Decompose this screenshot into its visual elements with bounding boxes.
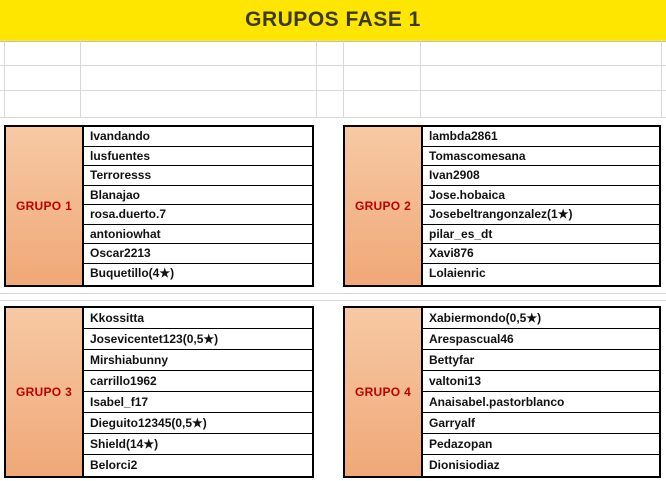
list-item[interactable]: Josebeltrangonzalez(1★) — [423, 205, 659, 225]
page-title-banner — [0, 0, 666, 42]
row-separator — [0, 300, 666, 301]
list-item[interactable]: Xabiermondo(0,5★) — [423, 308, 659, 329]
list-item[interactable]: Oscar2213 — [84, 244, 312, 264]
list-item[interactable]: Ivan2908 — [423, 166, 659, 186]
page-title: GRUPOS FASE 1 — [245, 8, 421, 31]
list-item[interactable]: valtoni13 — [423, 371, 659, 392]
list-item[interactable]: rosa.duerto.7 — [84, 205, 312, 225]
grid-vline — [316, 40, 317, 118]
list-item[interactable]: Isabel_f17 — [84, 392, 312, 413]
empty-grid-band — [0, 40, 666, 118]
group-name-list-3 — [84, 308, 312, 476]
group-label-1: GRUPO 1 — [6, 127, 84, 285]
group-name-list-2 — [423, 127, 659, 285]
list-item[interactable]: Buquetillo(4★) — [90, 265, 175, 280]
group-block-2[interactable] — [343, 125, 661, 287]
list-item[interactable]: Shield(14★) — [84, 434, 312, 455]
grid-hline — [0, 40, 666, 41]
group-name-list-4 — [423, 308, 659, 476]
grid-vline — [420, 40, 421, 118]
group-label-3: GRUPO 3 — [6, 308, 84, 476]
group-block-4[interactable] — [343, 306, 661, 478]
list-item[interactable]: Bettyfar — [423, 350, 659, 371]
list-item[interactable]: Mirshiabunny — [84, 350, 312, 371]
list-item[interactable]: lusfuentes — [84, 147, 312, 167]
list-item[interactable]: antoniowhat — [84, 225, 312, 245]
list-item[interactable]: Tomascomesana — [423, 147, 659, 167]
group-name-list-1 — [84, 127, 312, 285]
list-item[interactable]: lambda2861 — [423, 127, 659, 147]
list-item[interactable]: carrillo1962 — [84, 371, 312, 392]
list-item[interactable]: Arespascual46 — [423, 329, 659, 350]
grid-vline — [343, 40, 344, 118]
grid-hline — [0, 65, 666, 66]
list-item[interactable]: Xavi876 — [423, 244, 659, 264]
list-item[interactable]: Lolaienric — [429, 265, 486, 280]
grid-vline — [4, 40, 5, 118]
group-block-1[interactable] — [4, 125, 314, 287]
list-item[interactable]: Josevicentet123(0,5★) — [84, 329, 312, 350]
list-item[interactable]: Terroresss — [84, 166, 312, 186]
list-item[interactable]: Blanajao — [84, 186, 312, 206]
list-item[interactable]: Ivandando — [84, 127, 312, 147]
grid-vline — [661, 40, 662, 118]
group-label-2: GRUPO 2 — [345, 127, 423, 285]
group-label-4: GRUPO 4 — [345, 308, 423, 476]
list-item[interactable]: Anaisabel.pastorblanco — [423, 392, 659, 413]
list-item[interactable]: Garryalf — [423, 413, 659, 434]
list-item[interactable]: Pedazopan — [423, 434, 659, 455]
list-item[interactable]: pilar_es_dt — [423, 225, 659, 245]
list-item[interactable]: Belorci2 — [90, 458, 138, 472]
list-item[interactable]: Dieguito12345(0,5★) — [84, 413, 312, 434]
group-block-3[interactable] — [4, 306, 314, 478]
grid-hline — [0, 117, 666, 118]
row-separator — [0, 293, 666, 294]
grid-hline — [0, 90, 666, 91]
grid-vline — [80, 40, 81, 118]
list-item[interactable]: Jose.hobaica — [423, 186, 659, 206]
list-item[interactable]: Kkossitta — [84, 308, 312, 329]
list-item[interactable]: Dionisiodiaz — [429, 458, 500, 472]
